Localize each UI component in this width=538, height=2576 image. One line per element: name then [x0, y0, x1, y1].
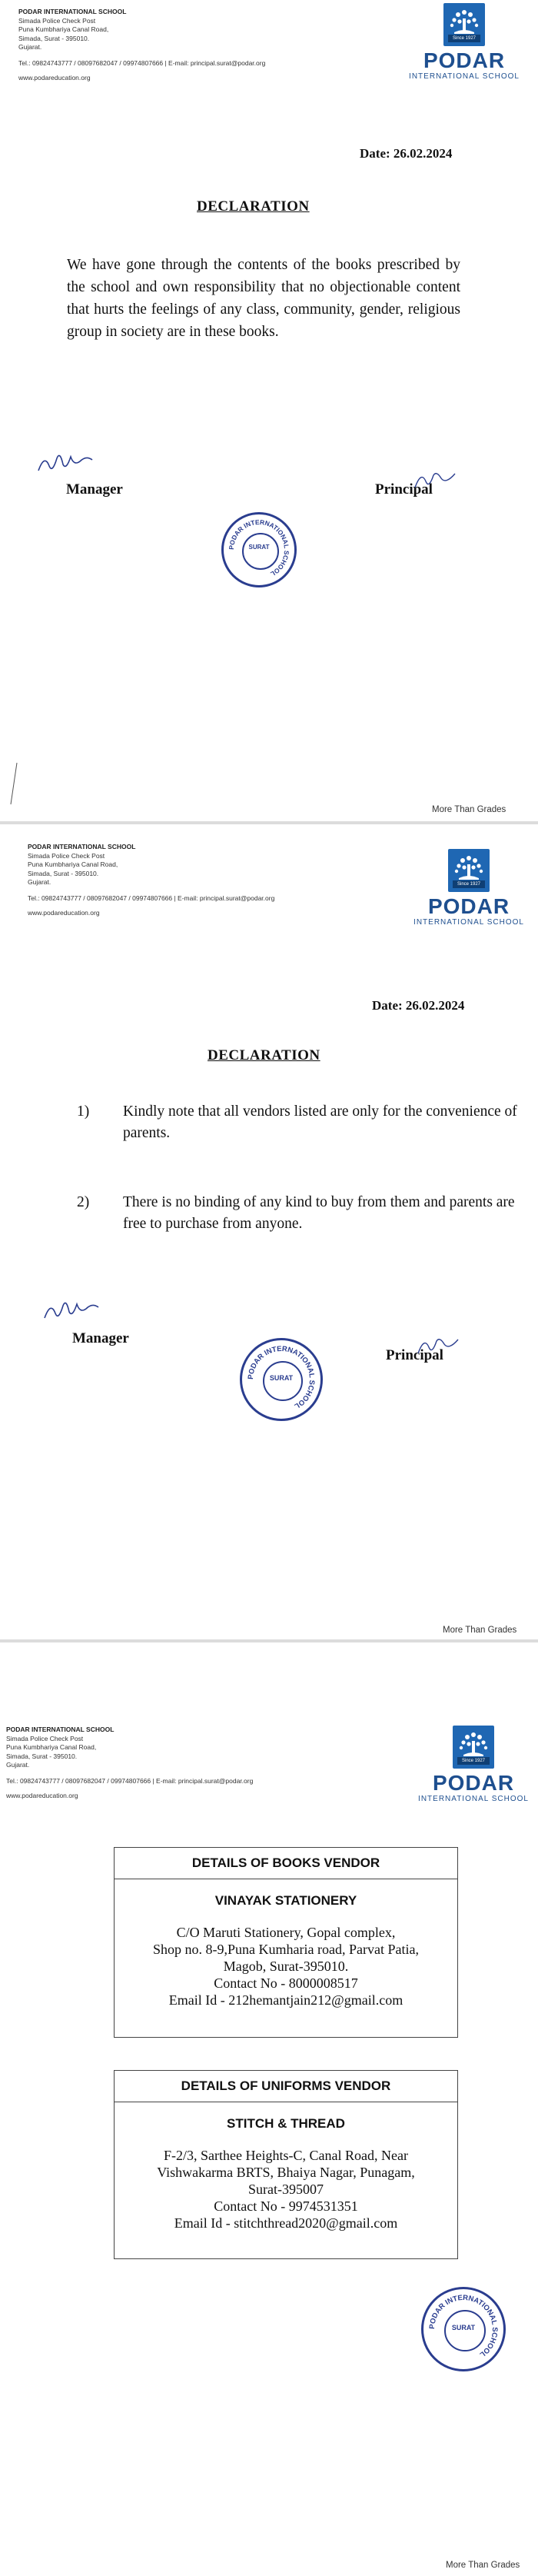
- footer-tagline: More Than Grades: [446, 2561, 520, 2570]
- vendor-address-line: F-2/3, Sarthee Heights-C, Canal Road, Near: [164, 2148, 408, 2163]
- vendor-address-line: Magob, Surat-395010.: [223, 1959, 349, 1974]
- address-line: Puna Kumbhariya Canal Road,: [6, 1743, 97, 1751]
- stamp-center-text: SURAT: [269, 1374, 294, 1382]
- tree-emblem-icon: [448, 849, 490, 892]
- school-address-block: [18, 8, 265, 83]
- school-stamp: [240, 1338, 323, 1421]
- vendor-address-line: Shop no. 8-9,Puna Kumharia road, Parvat Patia,: [153, 1942, 419, 1957]
- logo-subtitle: INTERNATIONAL SCHOOL: [409, 72, 520, 81]
- stamp-outer-text: PODAR INTERNATIONAL SCHOOL: [246, 1344, 317, 1411]
- declaration-item: [77, 1192, 538, 1238]
- logo-since: Since 1927: [448, 35, 480, 42]
- podar-logo: [398, 3, 530, 81]
- manager-label: Manager: [66, 481, 123, 498]
- school-stamp: [421, 2287, 506, 2371]
- item-number: 1): [77, 1103, 90, 1120]
- declaration-date: Date: 26.02.2024: [372, 998, 465, 1013]
- letter-page-2: [0, 824, 538, 1639]
- address-line: Simada, Surat - 395010.: [18, 34, 90, 42]
- school-address-block: [6, 1726, 253, 1801]
- vendor-address-line: Surat-395007: [248, 2182, 324, 2197]
- address-line: Gujarat.: [18, 43, 42, 51]
- website: www.podareducation.org: [28, 909, 100, 917]
- stamp-outer-text: PODAR INTERNATIONAL SCHOOL: [427, 2293, 500, 2359]
- vendor-address-line: Vishwakarma BRTS, Bhaiya Nagar, Punagam,: [157, 2165, 415, 2180]
- address-line: Simada, Surat - 395010.: [28, 869, 99, 877]
- stamp-outer-text: PODAR INTERNATIONAL SCHOOL: [227, 518, 291, 578]
- principal-signature-icon: [415, 1332, 461, 1360]
- books-vendor-heading: DETAILS OF BOOKS VENDOR: [115, 1848, 457, 1879]
- manager-label: Manager: [72, 1330, 129, 1346]
- vendor-contact: Contact No - 8000008517: [214, 1975, 358, 1991]
- contact-line: Tel.: 09824743777 / 08097682047 / 09974807666 | E-mail: principal.surat@podar.org: [28, 894, 275, 902]
- website: www.podareducation.org: [18, 74, 91, 82]
- vendor-address-line: C/O Maruti Stationery, Gopal complex,: [176, 1925, 396, 1940]
- org-name: PODAR INTERNATIONAL SCHOOL: [18, 8, 127, 15]
- logo-subtitle: INTERNATIONAL SCHOOL: [413, 918, 524, 927]
- letter-page-1: [0, 0, 538, 821]
- declaration-date: Date: 26.02.2024: [360, 146, 453, 161]
- item-text: Kindly note that all vendors listed are only for the convenience of parents.: [123, 1103, 517, 1141]
- letter-page-3: [0, 1642, 538, 2576]
- declaration-item: [77, 1101, 538, 1147]
- declaration-title: DECLARATION: [197, 198, 310, 215]
- tree-emblem-icon: [443, 3, 485, 46]
- logo-name: PODAR: [423, 48, 506, 72]
- uniforms-vendor-box: [114, 2070, 458, 2259]
- principal-signature-icon: [412, 466, 458, 494]
- stamp-inner-ring: [242, 533, 279, 570]
- podar-logo: [407, 849, 530, 927]
- margin-pen-mark-icon: [6, 761, 22, 807]
- logo-since: Since 1927: [457, 1757, 490, 1765]
- manager-signature-icon: [34, 448, 95, 478]
- principal-label: Principal: [375, 481, 433, 498]
- address-line: Simada, Surat - 395010.: [6, 1752, 78, 1760]
- declaration-body: We have gone through the contents of the books prescribed by the school and own responsibility that no objectionable content that hurts the feelings of any class, community, gender, religious group in society are in these books.: [67, 257, 460, 340]
- school-address-block: [28, 843, 274, 918]
- stamp-center-text: SURAT: [248, 544, 270, 551]
- stamp-center-text: SURAT: [451, 2324, 476, 2331]
- org-name: PODAR INTERNATIONAL SCHOOL: [6, 1726, 115, 1733]
- address-line: Simada Police Check Post: [6, 1734, 84, 1742]
- books-vendor-box: [114, 1847, 458, 2038]
- logo-since: Since 1927: [453, 880, 485, 888]
- podar-logo: [412, 1726, 535, 1803]
- contact-line: Tel.: 09824743777 / 08097682047 / 09974807666 | E-mail: principal.surat@podar.org: [6, 1776, 254, 1785]
- logo-name: PODAR: [427, 894, 510, 918]
- principal-label: Principal: [386, 1347, 443, 1363]
- website: www.podareducation.org: [6, 1792, 78, 1799]
- vendor-contact: Contact No - 9974531351: [214, 2198, 358, 2214]
- footer-tagline: More Than Grades: [443, 1626, 517, 1635]
- item-text: There is no binding of any kind to buy from them and parents are free to purchase from anyone.: [123, 1194, 515, 1232]
- uniforms-vendor-heading: DETAILS OF UNIFORMS VENDOR: [115, 2071, 457, 2102]
- address-line: Puna Kumbhariya Canal Road,: [18, 25, 109, 33]
- org-name: PODAR INTERNATIONAL SCHOOL: [28, 843, 136, 850]
- address-line: Simada Police Check Post: [28, 851, 105, 860]
- footer-tagline: More Than Grades: [432, 805, 506, 814]
- uniforms-vendor-name: STITCH & THREAD: [227, 2116, 345, 2131]
- tree-emblem-icon: [453, 1726, 494, 1769]
- address-line: Simada Police Check Post: [18, 16, 96, 25]
- vendor-email: Email Id - stitchthread2020@gmail.com: [174, 2215, 398, 2231]
- address-line: Puna Kumbhariya Canal Road,: [28, 860, 118, 868]
- manager-signature-icon: [40, 1295, 101, 1326]
- address-line: Gujarat.: [28, 878, 51, 886]
- contact-line: Tel.: 09824743777 / 08097682047 / 09974807666 | E-mail: principal.surat@podar.org: [18, 58, 266, 67]
- item-number: 2): [77, 1194, 90, 1210]
- logo-name: PODAR: [432, 1771, 515, 1795]
- logo-subtitle: INTERNATIONAL SCHOOL: [418, 1795, 529, 1803]
- address-line: Gujarat.: [6, 1761, 30, 1769]
- school-stamp: [221, 512, 297, 587]
- books-vendor-name: VINAYAK STATIONERY: [214, 1893, 357, 1908]
- vendor-email: Email Id - 212hemantjain212@gmail.com: [168, 1992, 404, 2008]
- declaration-title: DECLARATION: [208, 1047, 320, 1063]
